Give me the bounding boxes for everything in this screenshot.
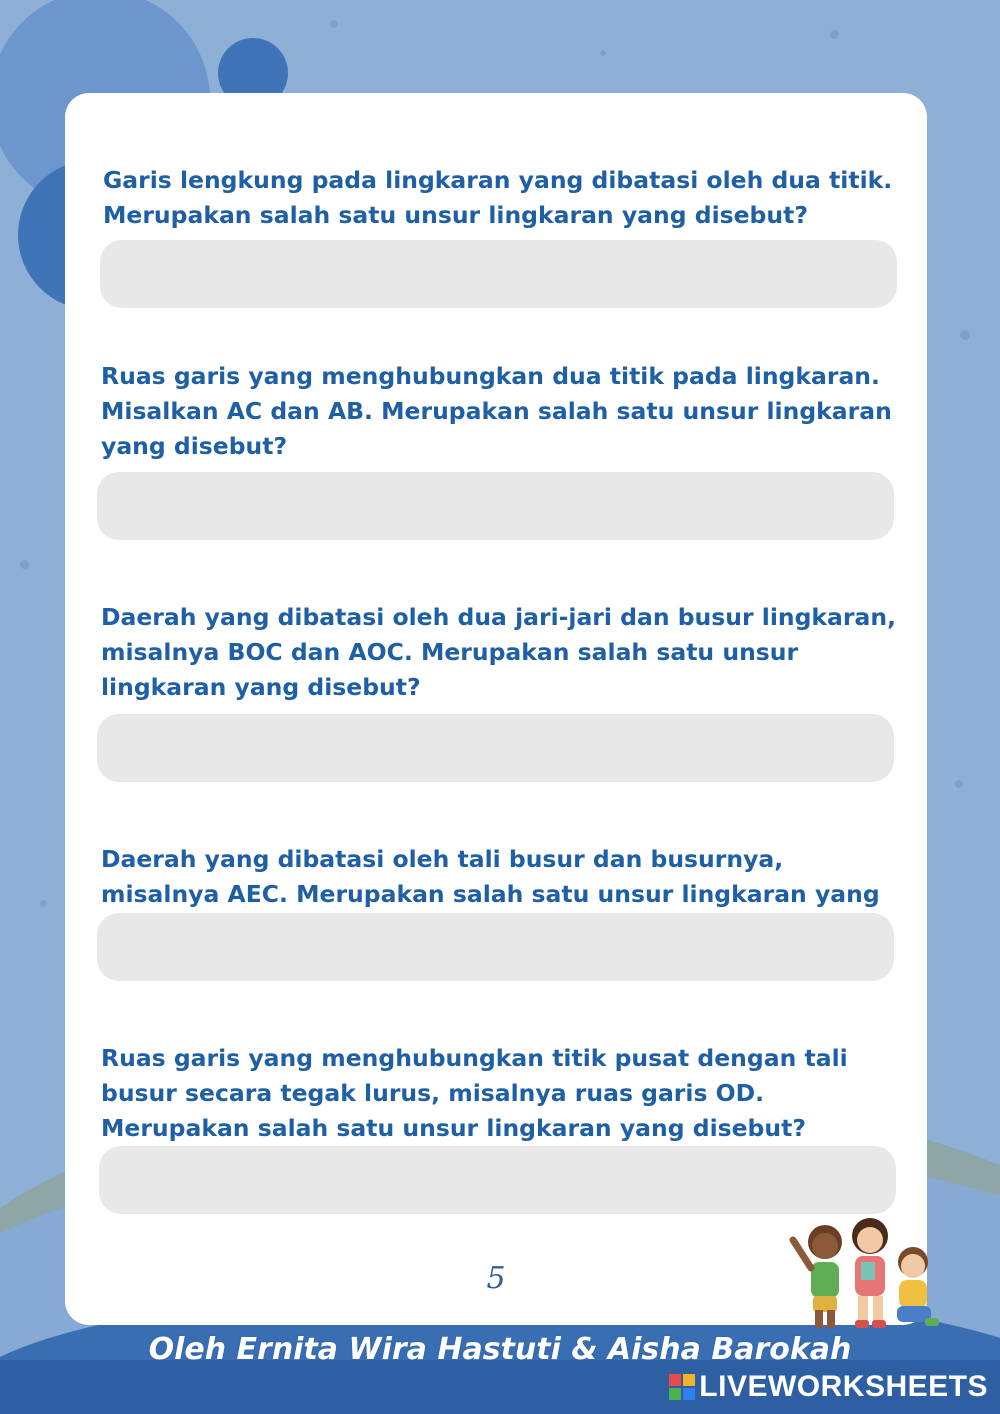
question-4-text: Daerah yang dibatasi oleh tali busur dan busurnya, misalnya AEC. Merupakan salah satu unsur lingkaran yang — [101, 845, 880, 908]
decor-speck — [960, 330, 970, 340]
decor-speck — [40, 900, 47, 907]
decor-speck — [955, 780, 963, 788]
decor-speck — [830, 30, 839, 39]
decor-speck — [20, 560, 29, 569]
question-2-text: Ruas garis yang menghubungkan dua titik pada lingkaran. Misalkan AC dan AB. Merupakan salah satu unsur lingkaran yang disebut? — [101, 362, 892, 460]
brand-text: LIVEWORKSHEETS — [699, 1370, 988, 1403]
children-illustration — [775, 1210, 945, 1340]
decor-speck — [600, 50, 606, 56]
liveworksheets-brand[interactable] — [669, 1370, 988, 1404]
answer-3-input[interactable] — [97, 714, 894, 782]
answer-5-input[interactable] — [99, 1146, 896, 1214]
worksheet-card — [65, 93, 927, 1325]
liveworksheets-logo-icon — [669, 1374, 695, 1400]
question-1-text: Garis lengkung pada lingkaran yang dibatasi oleh dua titik. Merupakan salah satu unsur lingkaran yang disebut? — [103, 166, 893, 229]
answer-2-input[interactable] — [97, 472, 894, 540]
question-3-text: Daerah yang dibatasi oleh dua jari-jari dan busur lingkaran, misalnya BOC dan AOC. Merupakan salah satu unsur lingkaran yang disebut? — [101, 603, 897, 701]
answer-4-input[interactable] — [97, 913, 894, 981]
question-5-text: Ruas garis yang menghubungkan titik pusat dengan tali busur secara tegak lurus, misalnya ruas garis OD. Merupakan salah satu unsur lingkaran yang disebut? — [101, 1044, 848, 1142]
author-credit: Oleh Ernita Wira Hastuti & Aisha Barokah — [148, 1332, 852, 1367]
page-number: 5 — [486, 1261, 506, 1296]
decor-speck — [330, 20, 338, 28]
answer-1-input[interactable] — [100, 240, 897, 308]
